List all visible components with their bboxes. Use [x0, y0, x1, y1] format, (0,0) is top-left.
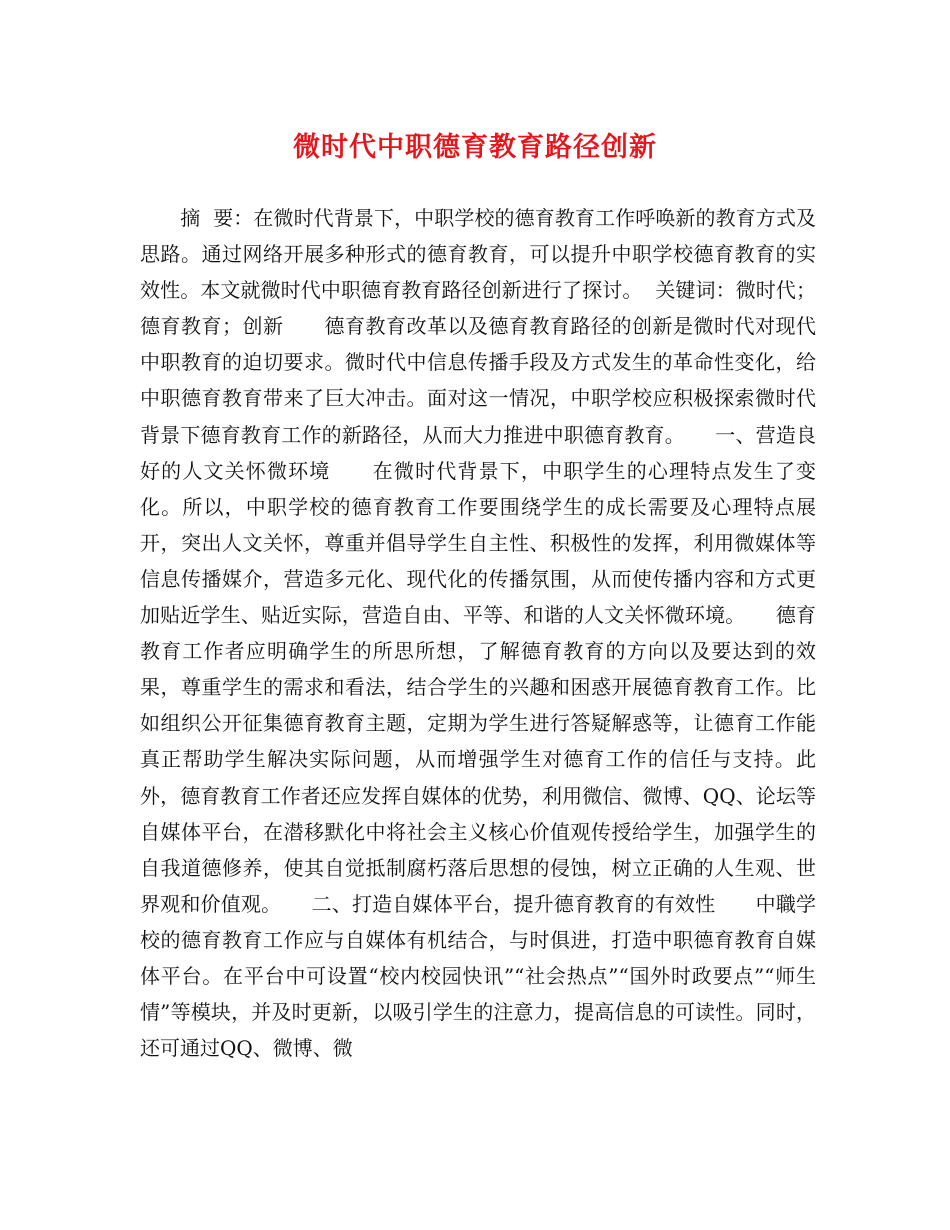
document-body: 摘 要：在微时代背景下，中职学校的德育教育工作呼唤新的教育方式及思路。通过网络开展多种形式的德育教育，可以提升中职学校德育教育的实效性。本文就微时代中职德育教育路径创新进行了探讨。 关键词：微时代；德育教育；创新 德育教育改革以及德育教育路径的创新是微时代对现代中职教育的迫切要求。微时代中信息传播手段及方式发生的革命性变化，给中职德育教育带来了巨大冲击。面对这一情况，中职学校应积极探索微时代背景下德育教育工作的新路径，从而大力推进中职德育教育。 一、营造良好的人文关怀微环境 在微时代背景下，中职学生的心理特点发生了变化。所以，中职学校的德育教育工作要围绕学生的成长需要及心理特点展开，突出人文关怀，尊重并倡导学生自主性、积极性的发挥，利用微媒体等信息传播媒介，营造多元化、现代化的传播氛围，从而使传播内容和方式更加贴近学生、贴近实际，营造自由、平等、和谐的人文关怀微环境。 德育教育工作者应明确学生的所思所想，了解德育教育的方向以及要达到的效果，尊重学生的需求和看法，结合学生的兴趣和困惑开展德育教育工作。比如组织公开征集德育教育主题，定期为学生进行答疑解惑等，让德育工作能真正帮助学生解决实际问题，从而增强学生对德育工作的信任与支持。此外，德育教育工作者还应发挥自媒体的优势，利用微信、微博、QQ、论坛等自媒体平台，在潜移默化中将社会主义核心价值观传授给学生，加强学生的自我道德修养，使其自觉抵制腐朽落后思想的侵蚀，树立正确的人生观、世界观和价值观。 二、打造自媒体平台，提升德育教育的有效性 中職学校的德育教育工作应与自媒体有机结合，与时俱进，打造中职德育教育自媒体平台。在平台中可设置“校内校园快讯”“社会热点”“国外时政要点”“师生情”等模块，并及时更新，以吸引学生的注意力，提高信息的可读性。同时，还可通过QQ、微博、微 — [140, 206, 816, 1061]
document-title: 微时代中职德育教育路径创新 — [293, 132, 657, 163]
